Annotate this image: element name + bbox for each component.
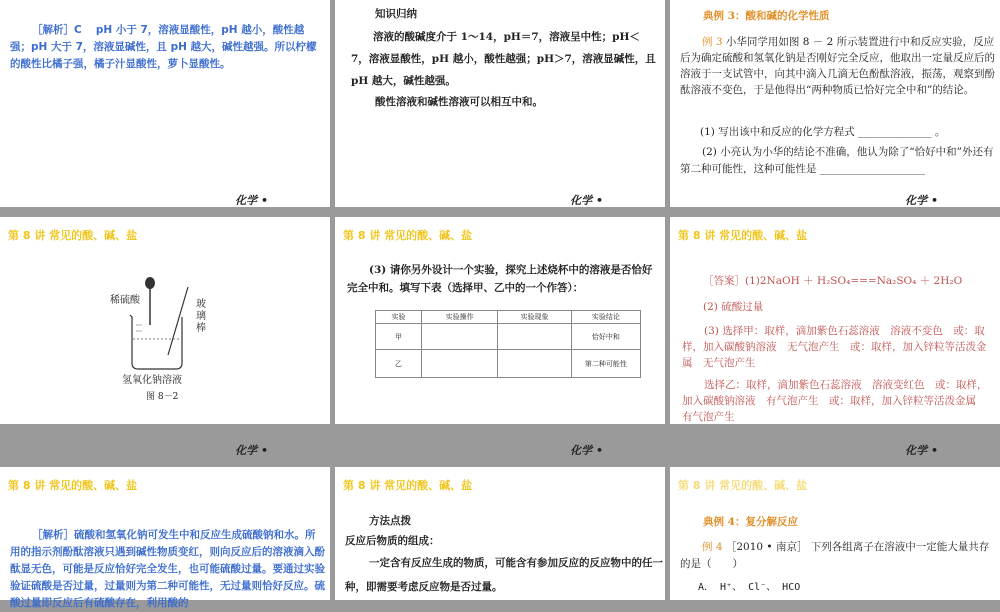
- table-header: 实验操作: [422, 311, 498, 324]
- summary-para-2: 酸性溶液和碱性溶液可以相互中和。: [375, 96, 543, 108]
- footer-label: 化学 •: [570, 444, 603, 457]
- example-body: [680, 539, 995, 573]
- label-base-solution: 氢氧化钠溶液: [122, 375, 182, 386]
- analysis-text: ［解析］硫酸和氢氧化钠可发生中和反应生成硫酸钠和水。所用的指示剂酚酞溶液只遇到碱性物质变红，则向反应后的溶液滴入酚酞显无色，可能是反应恰好完全发生，也可能硫酸过量。要通过实验验证硫酸是否过量，过量则为第二种可能性，无过量则恰好反应。硫酸过量即反应后有硫酸存在，利用酸的: [10, 529, 325, 609]
- slide-header: 第 8 讲 常见的酸、碱、盐: [343, 229, 473, 242]
- example-text: 小华同学用如图 8 － 2 所示装置进行中和反应实验，反应后为确定硫酸和氢氧化钠是否刚好完全反应，他取出一定量反应后的溶液于一支试管中，向其中滴入几滴无色酚酞溶液，振荡，观察到酚酞溶液不变色，于是他得出“两种物质已恰好完全中和”的结论。: [680, 36, 995, 96]
- analysis-text: ［解析］C pH 小于 7，溶液显酸性，pH 越小，酸性越强；pH 大于 7，溶液显碱性，且 pH 越大，碱性越强。所以柠檬的酸性比橘子强，橘子汁显酸性，萝卜显酸性。: [10, 24, 317, 70]
- table-header: 实验现象: [498, 311, 572, 324]
- table-header-row: [376, 311, 641, 324]
- slide-3[interactable]: [670, 0, 1000, 207]
- table-header: 实验结论: [571, 311, 640, 324]
- table-cell: 甲: [376, 324, 422, 350]
- slide-header: 第 8 讲 常见的酸、碱、盐: [8, 229, 138, 242]
- label-acid: 稀硫酸: [110, 295, 140, 306]
- answer-4: 选择乙：取样，滴加紫色石蕊溶液 溶液变红色 或：取样，加入碳酸钠溶液 有气泡产生 或：取样，加入锌粒等活泼金属 有气泡产生: [682, 379, 988, 423]
- example-title: 典例 3：酸和碱的化学性质: [703, 10, 830, 22]
- slide-header: 第 8 讲 常见的酸、碱、盐: [8, 479, 138, 492]
- summary-para: 溶液的酸碱度介于 1～14，pH＝7，溶液呈中性；pH＜7，溶液显酸性，pH 越小，酸性越强；pH＞7，溶液显碱性，且 pH 越大，碱性越强。: [351, 31, 656, 87]
- slide-7[interactable]: [0, 467, 330, 609]
- table-cell[interactable]: [498, 350, 572, 378]
- slide-9[interactable]: [670, 467, 1000, 600]
- example-body: [680, 34, 995, 98]
- option-a[interactable]: A． H⁺、 Cl⁻、 HCO: [698, 582, 801, 593]
- slide-header: 第 8 讲 常见的酸、碱、盐: [343, 479, 473, 492]
- figure-caption: 图 8－2: [146, 392, 179, 402]
- question-2: (2) 小亮认为小华的结论不准确，他认为除了“恰好中和”外还有第二种可能性，这种可能性是 ____________________: [680, 146, 994, 175]
- question-1: (1) 写出该中和反应的化学方程式 ______________ 。: [700, 126, 946, 138]
- table-cell: 第二种可能性: [571, 350, 640, 378]
- slide-2[interactable]: [335, 0, 665, 207]
- section-title: 知识归纳: [375, 8, 417, 20]
- slide-4[interactable]: [0, 217, 330, 457]
- question-3: (3) 请你另外设计一个实验，探究上述烧杯中的溶液是否恰好完全中和。填写下表（选择甲、乙中的一个作答）：: [347, 264, 653, 294]
- table-cell: 恰好中和: [571, 324, 640, 350]
- footer-label: 化学 •: [235, 444, 268, 457]
- table-cell[interactable]: [422, 324, 498, 350]
- example-number: 例 3: [702, 36, 723, 48]
- table-cell[interactable]: [498, 324, 572, 350]
- footer-label: 化学 •: [570, 194, 603, 207]
- answer-1: ［答案］(1)2NaOH ＋ H₂SO₄===Na₂SO₄ ＋ 2H₂O: [703, 275, 963, 287]
- tip-line-2: 一定含有反应生成的物质，可能含有参加反应的反应物中的任一种，即需要考虑反应物是否过量。: [345, 557, 663, 593]
- slide-header: 第 8 讲 常见的酸、碱、盐: [678, 479, 808, 492]
- experiment-table: [375, 310, 641, 378]
- table-cell[interactable]: [422, 350, 498, 378]
- footer-label: 化学 •: [235, 194, 268, 207]
- table-header: 实验: [376, 311, 422, 324]
- dropper-bulb: [145, 277, 155, 289]
- slide-header: 第 8 讲 常见的酸、碱、盐: [678, 229, 808, 242]
- example-number: 例 4: [702, 541, 723, 553]
- slide-5[interactable]: [335, 217, 665, 457]
- table-row: [376, 350, 641, 378]
- slide-8[interactable]: [335, 467, 665, 600]
- beaker-outline: [130, 315, 182, 369]
- example-title: 典例 4：复分解反应: [703, 516, 798, 528]
- footer-label: 化学 •: [905, 194, 938, 207]
- glass-rod: [168, 287, 188, 355]
- table-row: [376, 324, 641, 350]
- answer-2: (2) 硫酸过量: [703, 301, 764, 313]
- answer-3: (3) 选择甲：取样，滴加紫色石蕊溶液 溶液不变色 或：取样，加入碳酸钠溶液 无气泡产生 或：取样，加入锌粒等活泼金属 无气泡产生: [682, 325, 987, 369]
- label-glass-rod: 玻璃棒: [196, 299, 206, 334]
- table-cell: 乙: [376, 350, 422, 378]
- slide-1[interactable]: [0, 0, 330, 207]
- tip-line-1: 反应后物质的组成：: [345, 535, 440, 547]
- footer-label: 化学 •: [905, 444, 938, 457]
- slide-6[interactable]: [670, 217, 1000, 457]
- example-text: ［2010 • 南京］ 下列各组离子在溶液中一定能大量共存的是（ ）: [680, 541, 990, 570]
- section-title: 方法点拨: [369, 515, 411, 527]
